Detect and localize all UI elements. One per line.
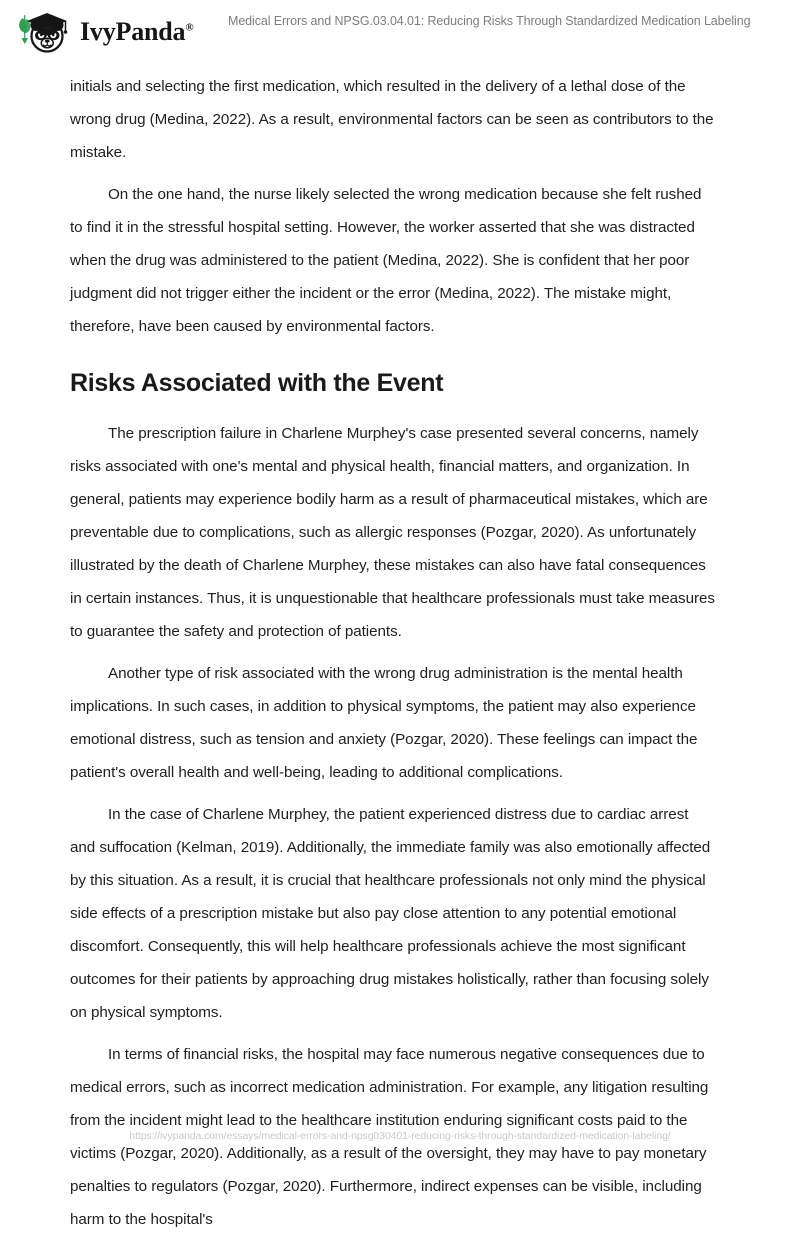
registered-trademark-symbol: ® <box>185 21 194 34</box>
section-heading: Risks Associated with the Event <box>70 369 444 397</box>
body-paragraph: On the one hand, the nurse likely selected the wrong medication because she felt rushed to find it in the stressful hospital setting. However, the worker asserted that she was distracted when the drug was administered to the patient (Medina, 2022). She is confident that her poor judgment did not trigger either the incident or the error (Medina, 2022). The mistake might, therefore, have been caused by environmental factors. <box>70 186 702 335</box>
body-paragraph: initials and selecting the first medication, which resulted in the delivery of a lethal dose of the wrong drug (Medina, 2022). As a result, environmental factors can be seen as contributors to the mistake. <box>70 78 714 161</box>
document-title: Medical Errors and NPSG.03.04.01: Reducing Risks Through Standardized Medication Labeling <box>228 14 751 28</box>
document-body <box>70 70 715 1245</box>
body-paragraph: The prescription failure in Charlene Murphey's case presented several concerns, namely risks associated with one's mental and physical health, financial matters, and organization. In general, patients may experience bodily harm as a result of pharmaceutical mistakes, which are preventable due to complications, such as allergic responses (Pozgar, 2020). As unfortunately illustrated by the death of Charlene Murphey, these mistakes can also have fatal consequences in certain instances. Thus, it is unquestionable that healthcare professionals must take measures to guarantee the safety and protection of patients. <box>70 425 715 640</box>
body-paragraph: In the case of Charlene Murphey, the patient experienced distress due to cardiac arrest and suffocation (Kelman, 2019). Additionally, the immediate family was also emotionally affected by this situation. As a result, it is crucial that healthcare professionals not only mind the physical side effects of a prescription mistake but also pay close attention to any potential emotional discomfort. Consequently, this will help healthcare professionals achieve the most significant outcomes for their patients by approaching drug mistakes holistically, rather than focusing solely on physical symptoms. <box>70 806 711 1021</box>
ivypanda-logo[interactable] <box>16 8 193 56</box>
panda-graduation-cap-logo-icon <box>16 8 74 56</box>
body-paragraph: In terms of financial risks, the hospital may face numerous negative consequences due to medical errors, such as incorrect medication administration. For example, any litigation resulting from the incident might lead to the healthcare institution enduring significant costs paid to the victims (Pozgar, 2020). Additionally, as a result of the oversight, they may have to pay monetary penalties to regulators (Pozgar, 2020). Furthermore, indirect expenses can be visible, including harm to the hospital's <box>70 1046 709 1228</box>
brand-name <box>80 19 193 45</box>
brand-name-text: IvyPanda <box>80 17 186 46</box>
body-paragraph: Another type of risk associated with the wrong drug administration is the mental health implications. In such cases, in addition to physical symptoms, the patient may also experience emotional distress, such as tension and anxiety (Pozgar, 2020). These feelings can impact the patient's overall health and well-being, leading to additional complications. <box>70 665 698 781</box>
page-footer <box>0 1126 800 1144</box>
page-header <box>0 0 800 62</box>
source-url[interactable]: https://ivypanda.com/essays/medical-errors-and-npsg030401-reducing-risks-through-standardized-medication-labeling/ <box>129 1130 671 1142</box>
